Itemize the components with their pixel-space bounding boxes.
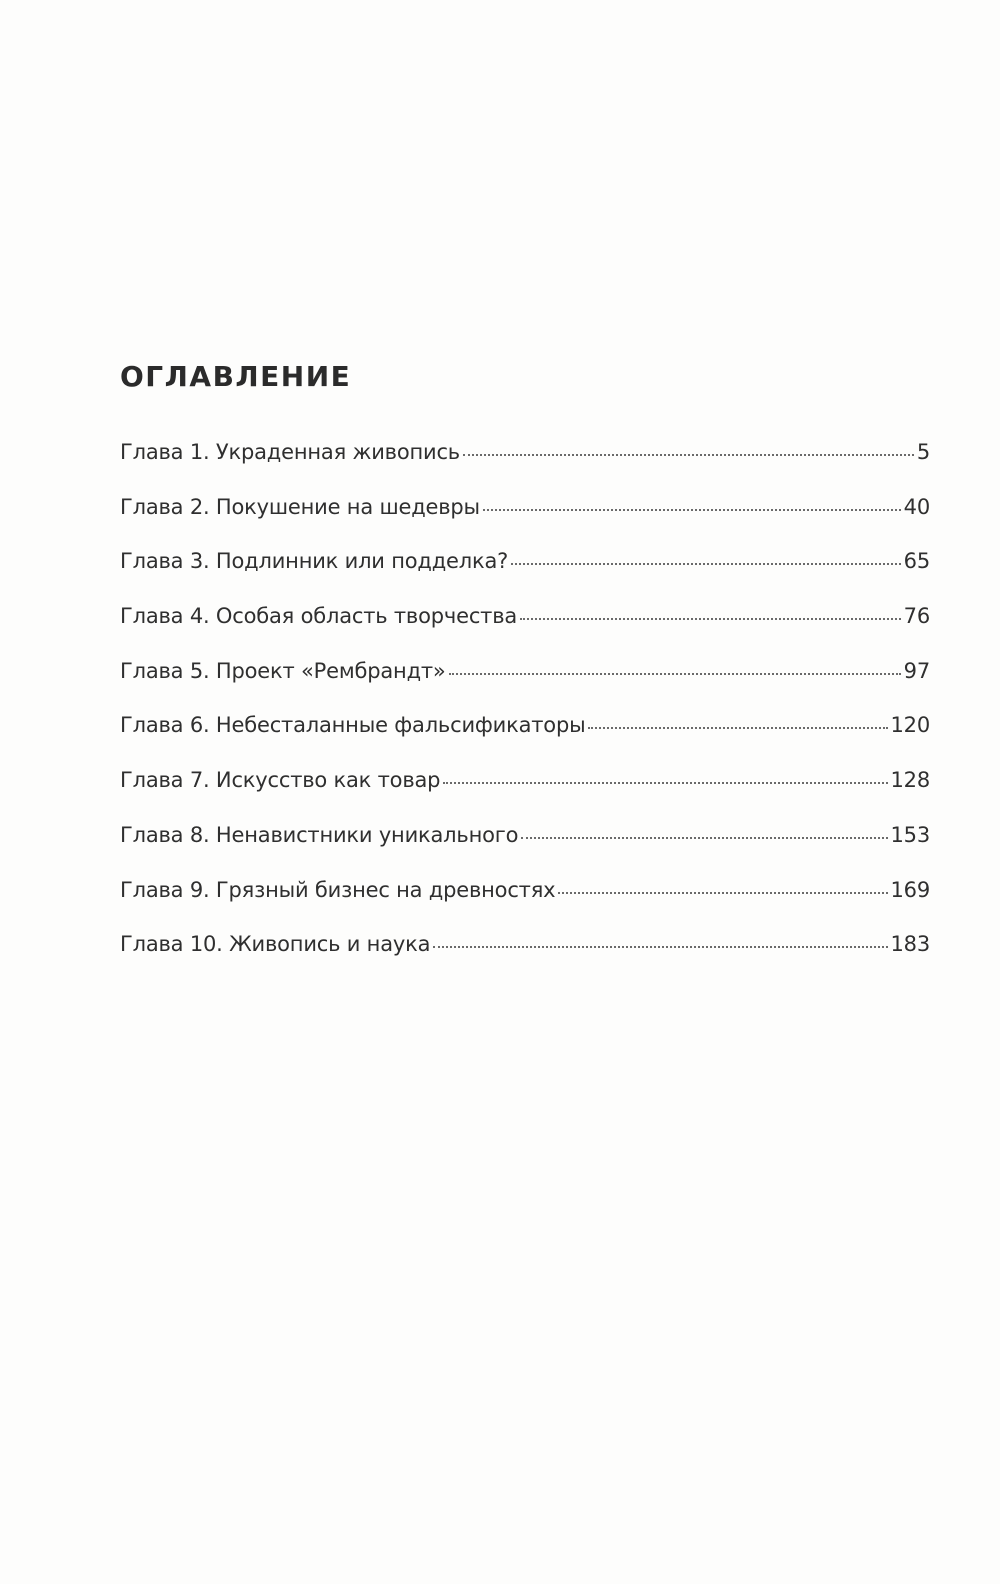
dot-leader	[483, 509, 901, 511]
toc-entry-page: 5	[916, 440, 930, 464]
dot-leader	[463, 454, 914, 456]
toc-list	[120, 440, 930, 987]
toc-entry	[120, 932, 930, 987]
dot-leader	[449, 673, 901, 675]
toc-entry-label: Глава 5. Проект «Рембрандт»	[120, 658, 446, 683]
toc-entry	[120, 659, 930, 714]
dot-leader	[521, 837, 887, 839]
dot-leader	[443, 782, 887, 784]
toc-entry	[120, 768, 930, 823]
toc-entry-page: 120	[890, 713, 930, 738]
toc-entry-label: Глава 3. Подлинник или подделка?	[120, 549, 509, 574]
dot-leader	[520, 618, 901, 620]
toc-entry	[120, 604, 930, 659]
toc-entry-label: Глава 7. Искусство как товар	[120, 768, 441, 793]
dot-leader	[588, 727, 887, 729]
dot-leader	[511, 563, 901, 565]
toc-entry-page: 153	[890, 822, 930, 847]
toc-entry-page: 65	[903, 549, 930, 574]
toc-entry-page: 128	[890, 768, 930, 793]
toc-entry-label: Глава 10. Живопись и наука	[120, 932, 431, 957]
toc-entry	[120, 549, 930, 604]
dot-leader	[558, 892, 887, 894]
toc-entry-label: Глава 6. Небесталанные фальсификаторы	[120, 713, 586, 738]
toc-entry-label: Глава 1. Украденная живопись	[120, 440, 460, 464]
toc-entry-page: 183	[890, 932, 930, 957]
toc-entry	[120, 440, 930, 495]
dot-leader	[433, 946, 887, 948]
toc-entry-label: Глава 4. Особая область творчества	[120, 604, 518, 629]
toc-entry	[120, 495, 930, 550]
toc-entry-label: Глава 2. Покушение на шедевры	[120, 494, 480, 519]
toc-entry	[120, 713, 930, 768]
toc-entry-page: 40	[903, 494, 930, 519]
toc-entry-page: 169	[890, 877, 930, 902]
toc-entry	[120, 823, 930, 878]
toc-entry-page: 76	[903, 604, 930, 629]
toc-entry	[120, 878, 930, 933]
toc-entry-label: Глава 9. Грязный бизнес на древностях	[120, 877, 556, 902]
toc-title: ОГЛАВЛЕНИЕ	[120, 360, 352, 393]
toc-entry-label: Глава 8. Ненавистники уникального	[120, 822, 519, 847]
toc-entry-page: 97	[903, 658, 930, 683]
